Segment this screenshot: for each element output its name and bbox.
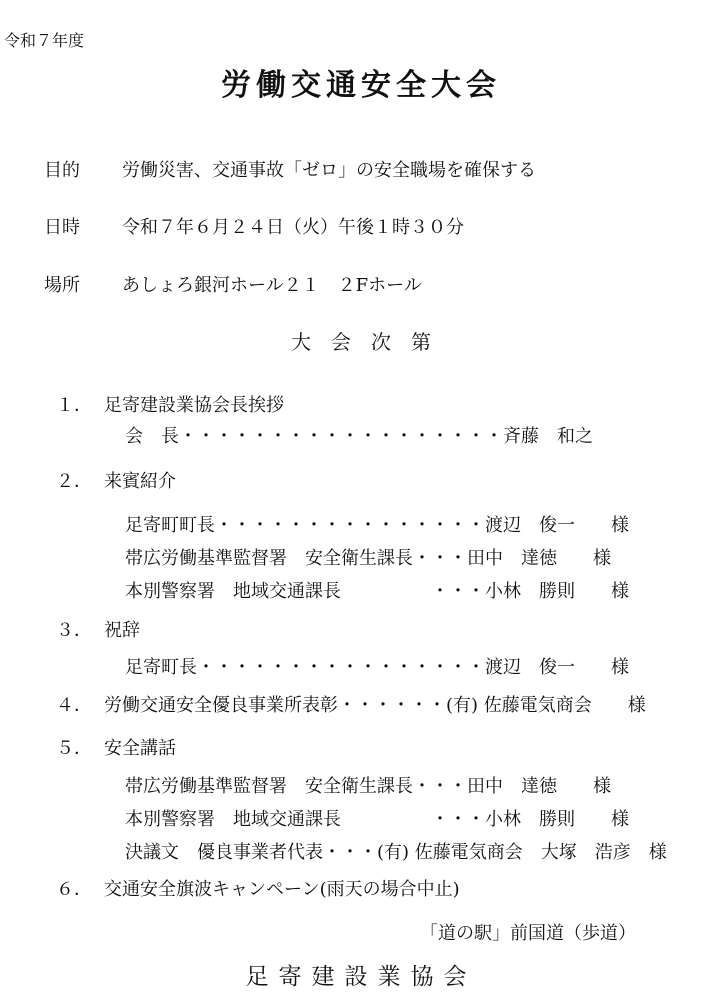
item-detail-line: 帯広労働基準監督署 安全衛生課長・・・田中 達徳 様 xyxy=(125,548,611,569)
item-detail-line: 帯広労働基準監督署 安全衛生課長・・・田中 達徳 様 xyxy=(125,776,611,797)
item-number: ４． xyxy=(56,695,92,716)
organizer-name: 足寄建設業協会 xyxy=(245,964,477,990)
item-title: 足寄建設業協会長挨拶 xyxy=(104,395,284,416)
program-heading: 大 会 次 第 xyxy=(291,330,431,354)
purpose-label: 目的 xyxy=(44,160,80,181)
item-title: 安全講話 xyxy=(104,738,176,759)
item-title: 来賓紹介 xyxy=(104,471,176,492)
item-number: ５． xyxy=(56,738,92,759)
item-detail-line: 本別警察署 地域交通課長 ・・・小林 勝則 様 xyxy=(125,581,629,602)
purpose-value: 労働災害、交通事故「ゼロ」の安全職場を確保する xyxy=(122,160,536,181)
item-detail-line: 足寄町長・・・・・・・・・・・・・・・・渡辺 俊一 様 xyxy=(125,657,629,678)
item-number: ２． xyxy=(56,471,92,492)
campaign-location: 「道の駅」前国道（歩道） xyxy=(420,923,636,944)
item-number: １． xyxy=(56,395,92,416)
item-title: 労働交通安全優良事業所表彰・・・・・・(有) 佐藤電気商会 様 xyxy=(104,695,646,716)
item-number: ３． xyxy=(56,620,92,641)
item-detail-line: 本別警察署 地域交通課長 ・・・小林 勝則 様 xyxy=(125,809,629,830)
venue-value: あしょろ銀河ホール２１ ２Fホール xyxy=(122,275,422,296)
item-detail-line: 会 長・・・・・・・・・・・・・・・・・・斉藤 和之 xyxy=(125,426,593,447)
fiscal-year: 令和７年度 xyxy=(4,31,85,50)
datetime-label: 日時 xyxy=(44,217,80,238)
item-number: ６． xyxy=(56,879,92,900)
item-title: 交通安全旗波キャンペーン(雨天の場合中止) xyxy=(104,879,460,900)
venue-label: 場所 xyxy=(44,275,80,296)
item-detail-line: 決議文 優良事業者代表・・・(有) 佐藤電気商会 大塚 浩彦 様 xyxy=(125,842,667,863)
page-title: 労働交通安全大会 xyxy=(221,68,501,103)
datetime-value: 令和７年６月２４日（火）午後１時３０分 xyxy=(122,217,464,238)
item-title: 祝辞 xyxy=(104,620,140,641)
item-detail-line: 足寄町町長・・・・・・・・・・・・・・・渡辺 俊一 様 xyxy=(125,515,629,536)
